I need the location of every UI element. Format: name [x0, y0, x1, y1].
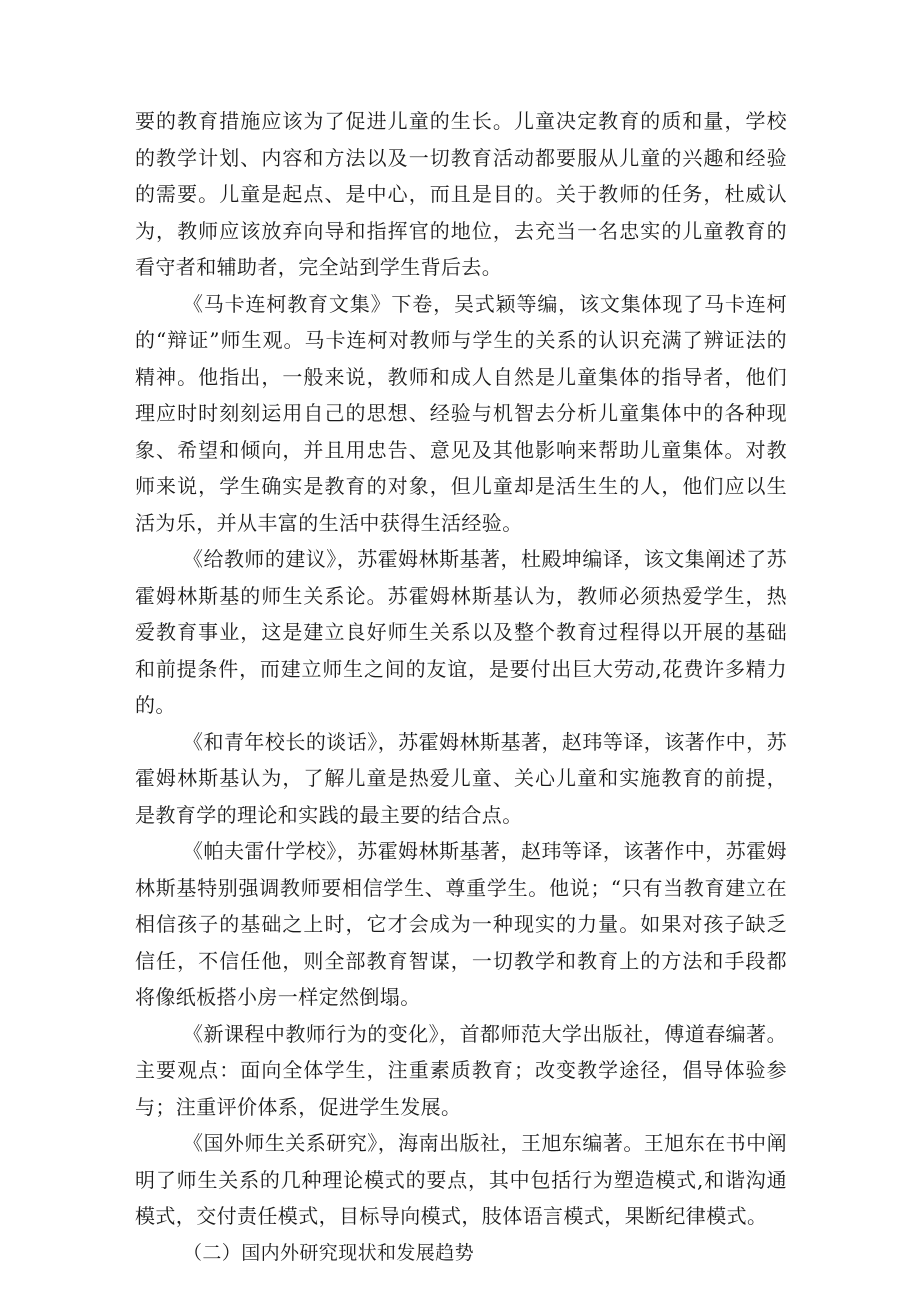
paragraph-advice-to-teachers: 《给教师的建议》，苏霍姆林斯基著，杜殿坤编译，该文集阐述了苏霍姆林斯基的师生关系论。苏霍姆林斯基认为，教师必须热爱学生，热爱教育事业，这是建立良好师生关系以及整个教育过程得以开展的基础和前提条件，而建立师生之间的友谊，是要付出巨大劳动,花费许多精力的。: [135, 547, 787, 717]
paragraph-new-curriculum: 《新课程中教师行为的变化》，首都师范大学出版社，傅道春编著。主要观点：面向全体学生，注重素质教育；改变教学途径，倡导体验参与；注重评价体系，促进学生发展。: [135, 1021, 787, 1119]
paragraph-foreign-research: 《国外师生关系研究》，海南出版社，王旭东编著。王旭东在书中阐明了师生关系的几种理论模式的要点，其中包括行为塑造模式,和谐沟通模式，交付责任模式，目标导向模式，肢体语言模式，果断纪律模式。: [135, 1131, 787, 1228]
section-heading: （二）国内外研究现状和发展趋势: [183, 1241, 475, 1264]
paragraph-dewey-continuation: 要的教育措施应该为了促进儿童的生长。儿童决定教育的质和量，学校的教学计划、内容和方法以及一切教育活动都要服从儿童的兴趣和经验的需要。儿童是起点、是中心，而且是目的。关于教师的任务，杜威认为，教师应该放弃向导和指挥官的地位，去充当一名忠实的儿童教育的看守者和辅助者，完全站到学生背后去。: [135, 109, 787, 279]
paragraph-talks-with-principals: 《和青年校长的谈话》，苏霍姆林斯基著，赵玮等译，该著作中，苏霍姆林斯基认为，了解儿童是热爱儿童、关心儿童和实施教育的前提，是教育学的理论和实践的最主要的结合点。: [135, 729, 787, 827]
paragraph-makarenko: 《马卡连柯教育文集》下卷，吴式颖等编，该文集体现了马卡连柯的“辩证”师生观。马卡连柯对教师与学生的关系的认识充满了辨证法的精神。他指出，一般来说，教师和成人自然是儿童集体的指导者，他们理应时时刻刻运用自己的思想、经验与机智去分析儿童集体中的各种现象、希望和倾向，并且用忠告、意见及其他影响来帮助儿童集体。对教师来说，学生确实是教育的对象，但儿童却是活生生的人，他们应以生活为乐，并从丰富的生活中获得生活经验。: [135, 291, 787, 535]
document-body: [135, 103, 787, 1271]
paragraph-pavlysh-school: 《帕夫雷什学校》，苏霍姆林斯基著，赵玮等译，该著作中，苏霍姆林斯基特别强调教师要相信学生、尊重学生。他说；“只有当教育建立在相信孩子的基础之上时，它才会成为一种现实的力量。如果对孩子缺乏信任，不信任他，则全部教育智谋，一切教学和教育上的方法和手段都将像纸板搭小房一样定然倒塌。: [135, 839, 787, 1009]
